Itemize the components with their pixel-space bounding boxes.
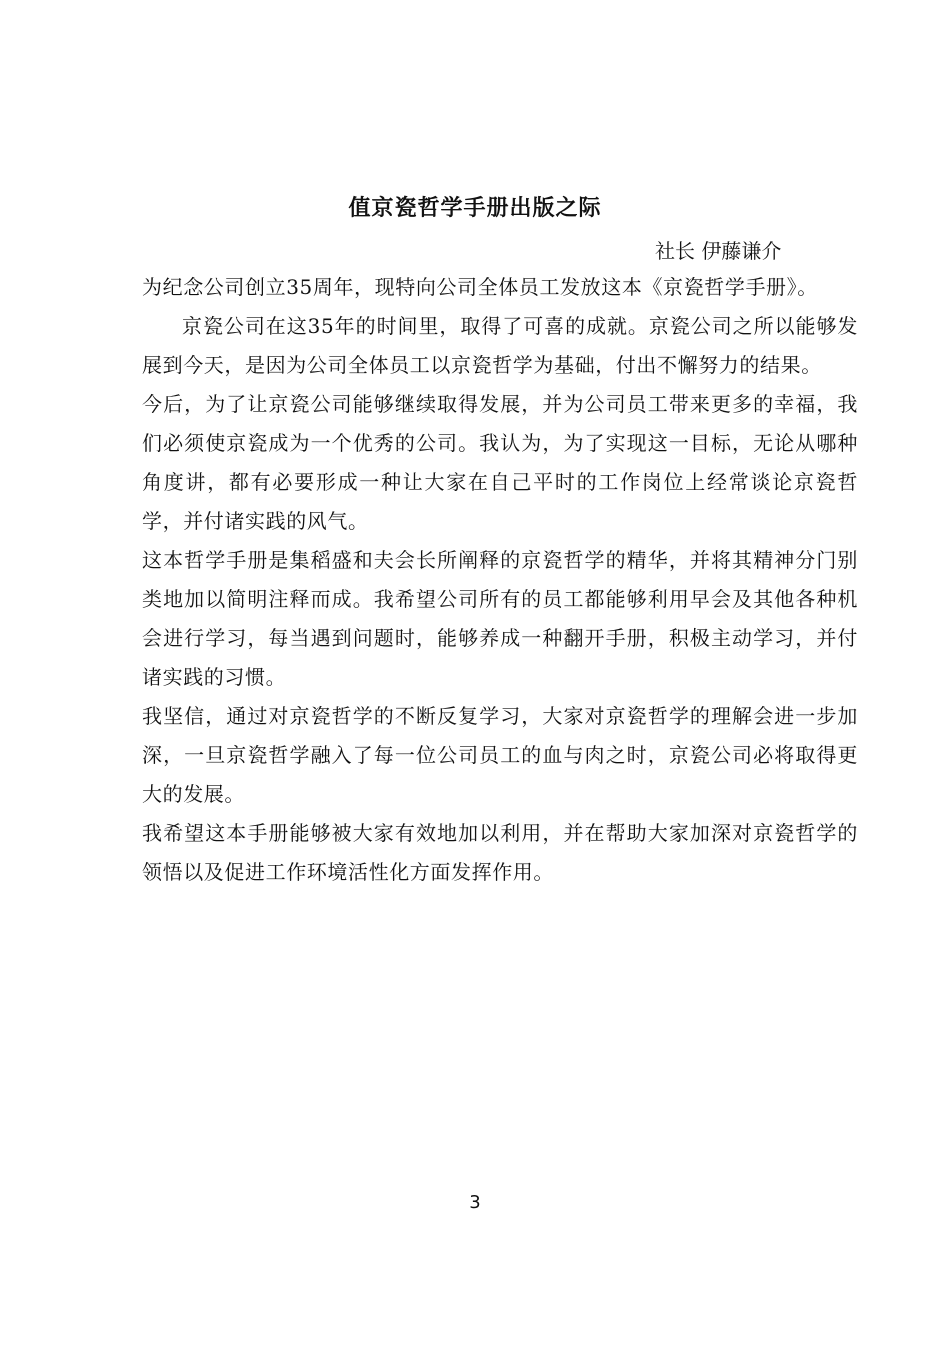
document-title: 值京瓷哲学手册出版之际 [348,195,602,221]
paragraph: 今后，为了让京瓷公司能够继续取得发展，并为公司员工带来更多的幸福，我们必须使京瓷成为一个优秀的公司。我认为，为了实现这一目标，无论从哪种角度讲，都有必要形成一种让大家在自己平时的工作岗位上经常谈论京瓷哲学，并付诸实践的风气。 [142,392,858,533]
document-body [142,268,858,892]
paragraph: 这本哲学手册是集稻盛和夫会长所阐释的京瓷哲学的精华，并将其精神分门别类地加以简明注释而成。我希望公司所有的员工都能够利用早会及其他各种机会进行学习，每当遇到问题时，能够养成一种翻开手册，积极主动学习，并付诸实践的习惯。 [142,548,858,689]
page-number: 3 [469,1192,481,1213]
paragraph: 我希望这本手册能够被大家有效地加以利用，并在帮助大家加深对京瓷哲学的领悟以及促进工作环境活性化方面发挥作用。 [142,821,858,884]
author-line: 社长 伊藤谦介 [655,239,782,263]
paragraph: 京瓷公司在这35年的时间里，取得了可喜的成就。京瓷公司之所以能够发展到今天，是因为公司全体员工以京瓷哲学为基础，付出不懈努力的结果。 [142,314,858,377]
paragraph: 为纪念公司创立35周年，现特向公司全体员工发放这本《京瓷哲学手册》。 [142,275,818,299]
paragraph: 我坚信，通过对京瓷哲学的不断反复学习，大家对京瓷哲学的理解会进一步加深，一旦京瓷哲学融入了每一位公司员工的血与肉之时，京瓷公司必将取得更大的发展。 [142,704,858,806]
